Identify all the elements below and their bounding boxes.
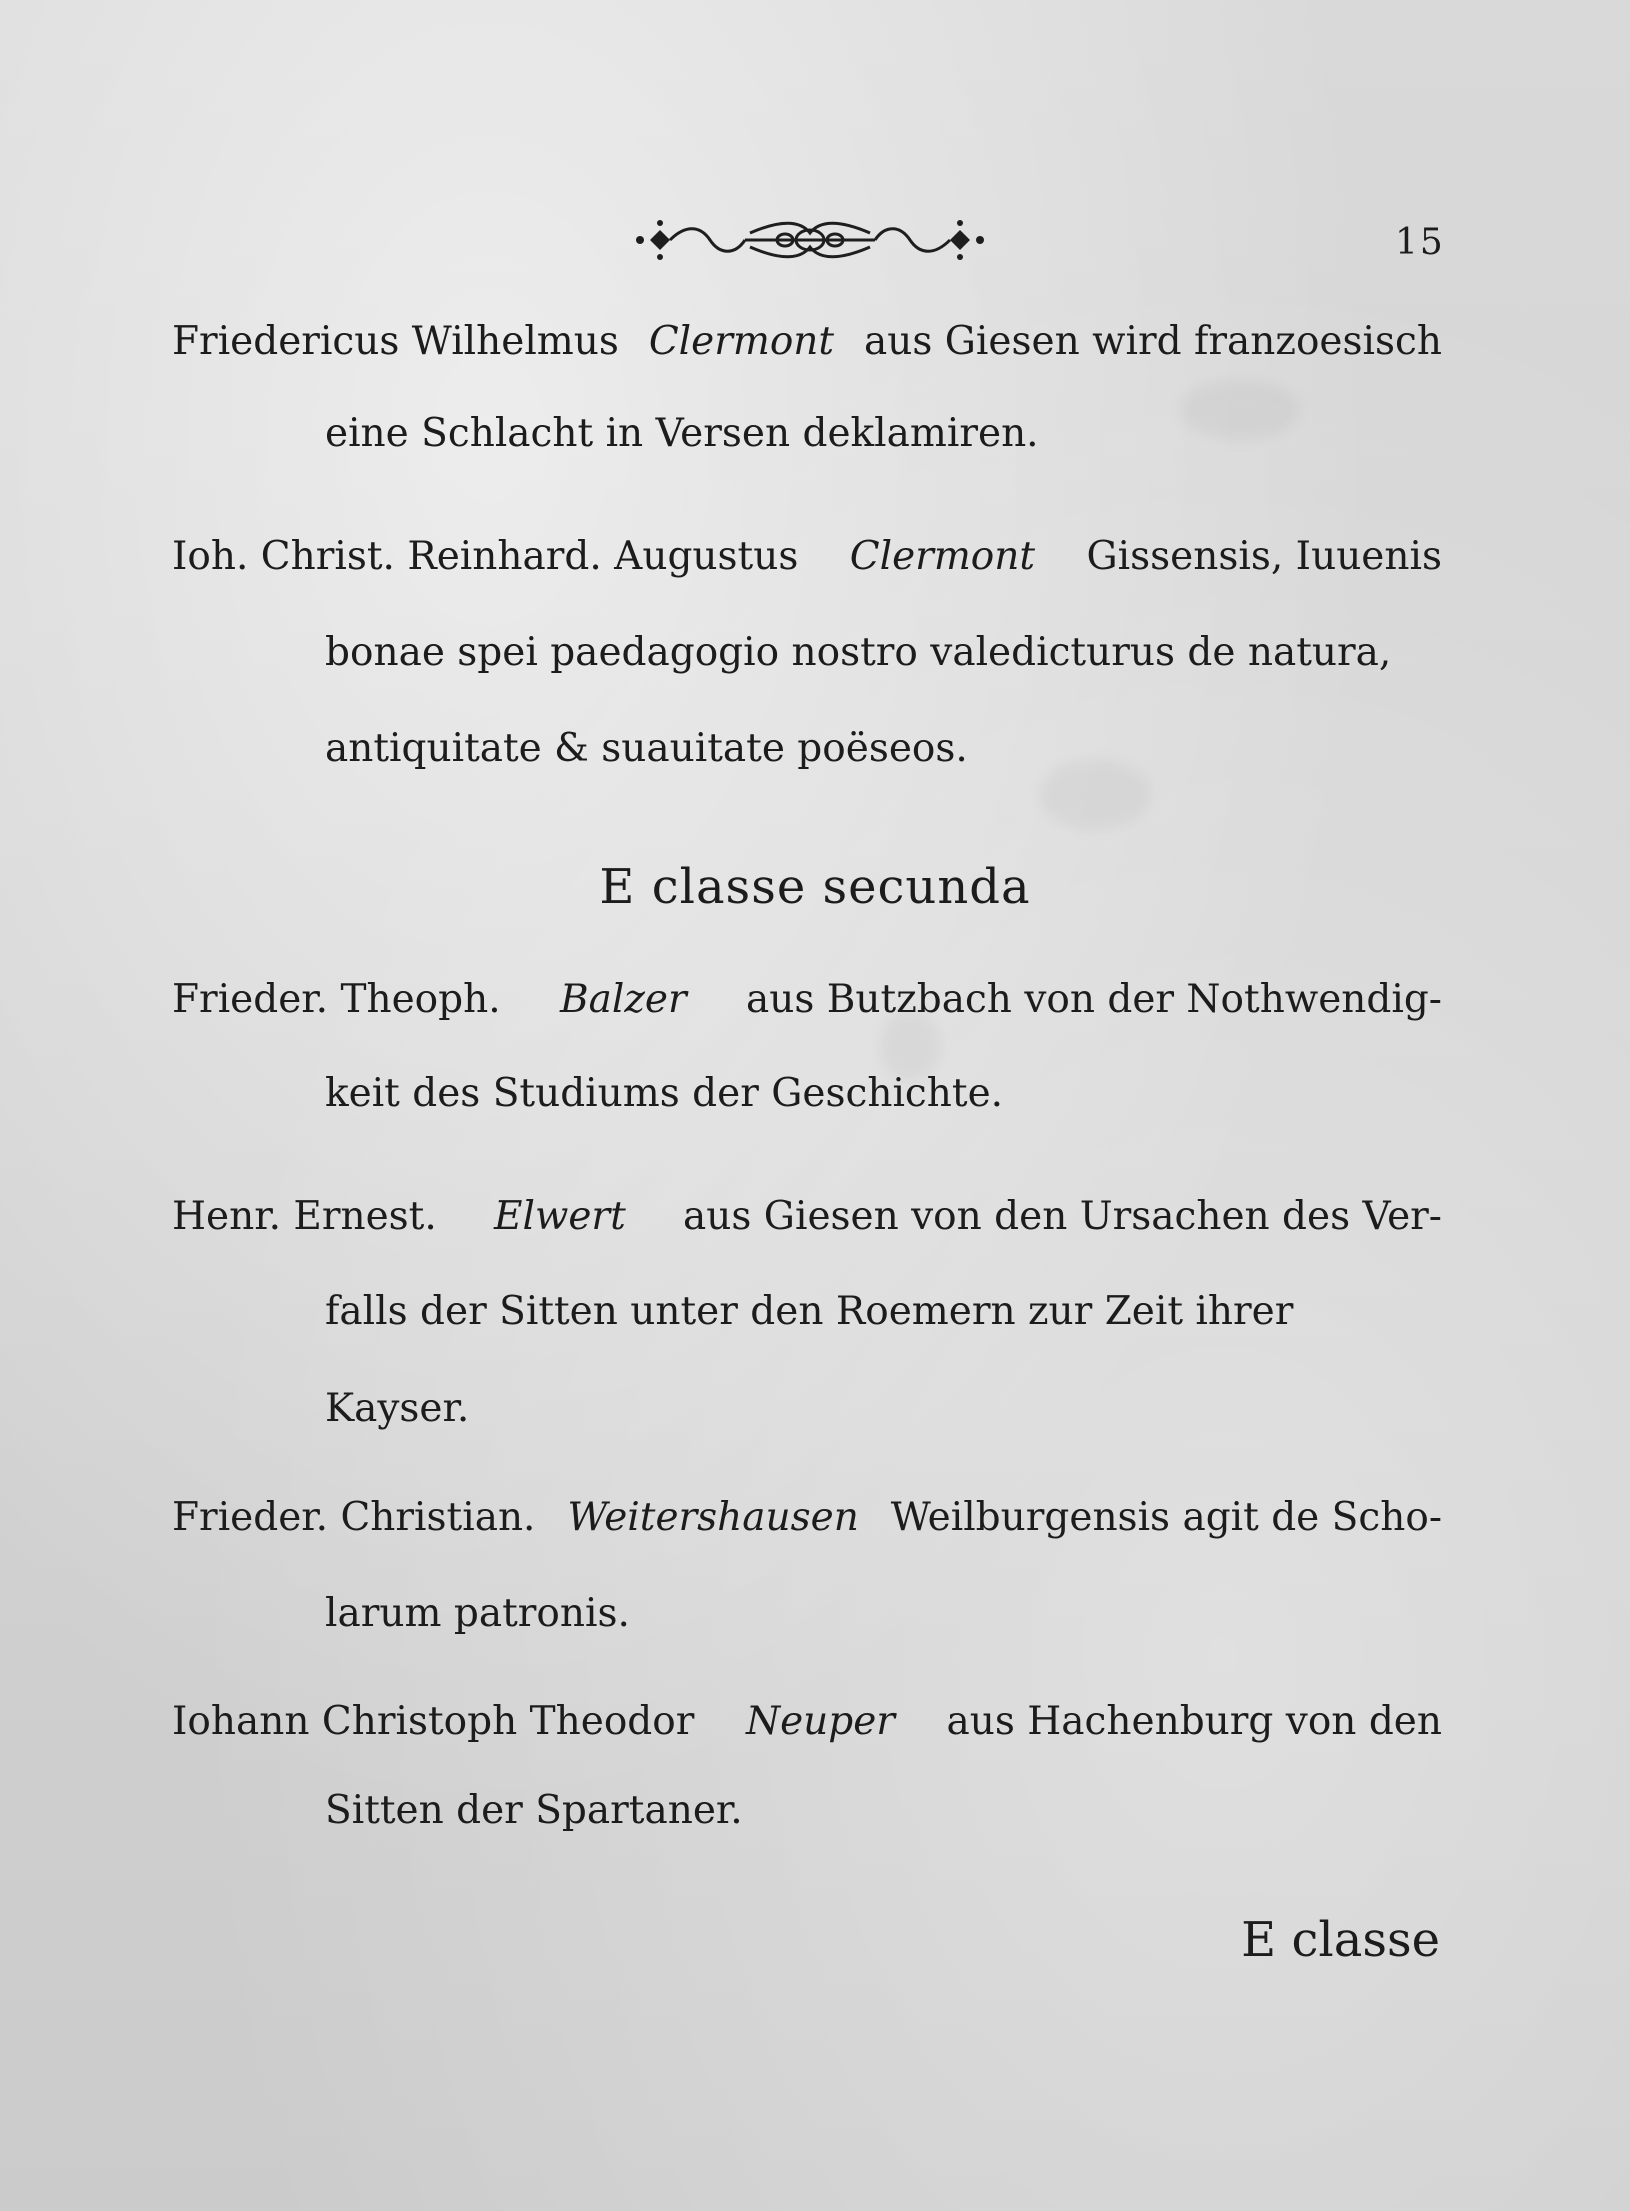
entry-text: Iohann Christoph Theodor bbox=[172, 1699, 695, 1744]
ornament-flourish bbox=[630, 205, 990, 275]
student-name: Clermont bbox=[648, 319, 835, 364]
entry-text: Gissensis, Iuuenis bbox=[1086, 534, 1442, 579]
entry-text: Frieder. Theoph. bbox=[172, 977, 501, 1022]
entry-continuation bbox=[325, 630, 1442, 675]
entry-text: Ioh. Christ. Reinhard. Augustus bbox=[172, 534, 799, 579]
catchword: E classe bbox=[1241, 1912, 1440, 1968]
student-name: Balzer bbox=[559, 977, 687, 1022]
entry-line bbox=[172, 319, 1442, 364]
entry-text: bonae spei paedagogio nostro valedicturus de natura, bbox=[325, 630, 1392, 675]
entry-text: Henr. Ernest. bbox=[172, 1194, 437, 1239]
student-name: Weitershausen bbox=[567, 1495, 859, 1540]
entry-continuation: keit des Studiums der Geschichte. bbox=[325, 1071, 1004, 1116]
entry-line bbox=[172, 1194, 1442, 1239]
student-name: Neuper bbox=[745, 1699, 895, 1744]
entry-continuation: eine Schlacht in Versen deklamiren. bbox=[325, 411, 1039, 456]
entry-continuation: antiquitate & suauitate poëseos. bbox=[325, 726, 968, 771]
paper-stain bbox=[1040, 760, 1150, 830]
student-name: Elwert bbox=[494, 1194, 626, 1239]
entry-text: aus Butzbach von der Nothwendig- bbox=[745, 977, 1442, 1022]
entry-text: aus Giesen wird franzoesisch bbox=[864, 319, 1442, 364]
entry-continuation: Sitten der Spartaner. bbox=[325, 1788, 743, 1833]
page-number: 15 bbox=[1395, 222, 1445, 263]
section-heading: E classe secunda bbox=[599, 859, 1031, 915]
entry-text: aus Hachenburg von den bbox=[946, 1699, 1442, 1744]
entry-continuation: falls der Sitten unter den Roemern zur Zeit ihrer bbox=[325, 1289, 1294, 1334]
entry-line bbox=[172, 534, 1442, 579]
entry-text: Frieder. Christian. bbox=[172, 1495, 536, 1540]
entry-line bbox=[172, 1495, 1442, 1540]
entry-line bbox=[172, 1699, 1442, 1744]
entry-continuation: Kayser. bbox=[325, 1386, 470, 1431]
paper-stain bbox=[1180, 380, 1300, 440]
student-name: Clermont bbox=[849, 534, 1036, 579]
entry-continuation: larum patronis. bbox=[325, 1591, 630, 1636]
entry-text: Friedericus Wilhelmus bbox=[172, 319, 619, 364]
entry-text: aus Giesen von den Ursachen des Ver- bbox=[683, 1194, 1442, 1239]
entry-text: Weilburgensis agit de Scho- bbox=[890, 1495, 1442, 1540]
entry-line bbox=[172, 977, 1442, 1022]
